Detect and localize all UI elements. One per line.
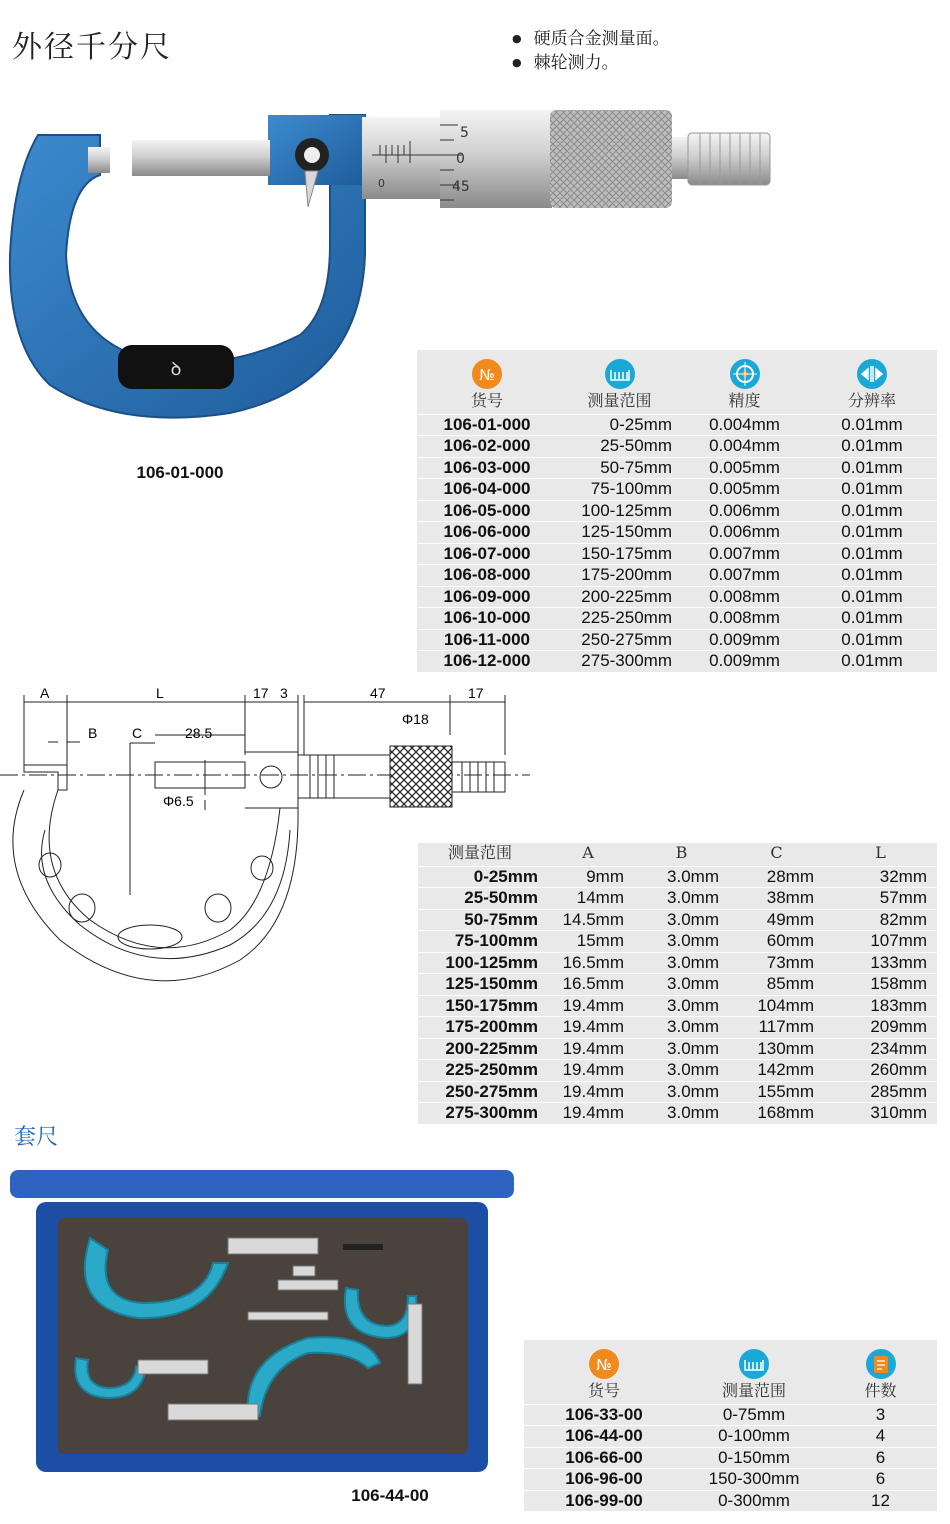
scale-label: 0 xyxy=(378,177,385,190)
table-cell: 0.01mm xyxy=(807,543,937,565)
table-row xyxy=(417,608,937,630)
table-cell: 0.01mm xyxy=(807,565,937,587)
header-cell: C xyxy=(770,843,783,862)
header-cell: L xyxy=(875,843,886,862)
table-cell: 73mm xyxy=(729,952,824,974)
table-cell: 106-04-000 xyxy=(417,479,557,501)
table-cell: 3.0mm xyxy=(634,974,729,996)
table-cell: 0-300mm xyxy=(684,1490,824,1511)
table-cell: 106-11-000 xyxy=(417,629,557,651)
dim-label: L xyxy=(156,685,164,701)
table-cell: 3.0mm xyxy=(634,1081,729,1103)
table-cell: 16.5mm xyxy=(542,974,634,996)
table-cell: 125-150mm xyxy=(557,522,682,544)
table-row xyxy=(524,1490,937,1511)
table-cell: 3.0mm xyxy=(634,995,729,1017)
header-cell: 测量范围 xyxy=(684,1340,824,1404)
table-cell: 0.01mm xyxy=(807,457,937,479)
table-cell: 285mm xyxy=(824,1081,937,1103)
table-cell: 4 xyxy=(824,1426,937,1448)
table-cell: 0.01mm xyxy=(807,586,937,608)
table-cell: 0.007mm xyxy=(682,565,807,587)
dim-label: C xyxy=(132,725,143,741)
table-cell: 16.5mm xyxy=(542,952,634,974)
table-cell: 0.006mm xyxy=(682,522,807,544)
table-row xyxy=(524,1469,937,1491)
header-cell: A xyxy=(582,843,594,862)
precision-icon xyxy=(727,358,763,390)
table-cell: 106-08-000 xyxy=(417,565,557,587)
spindle xyxy=(132,140,270,176)
table-cell: 12 xyxy=(824,1490,937,1511)
table-cell: 38mm xyxy=(729,888,824,910)
table-cell: 25-50mm xyxy=(557,436,682,458)
table-cell: 19.4mm xyxy=(542,1038,634,1060)
table-cell: 0.01mm xyxy=(807,608,937,630)
table-cell: 0-100mm xyxy=(684,1426,824,1448)
table-row xyxy=(524,1447,937,1469)
table-cell: 200-225mm xyxy=(557,586,682,608)
table-cell: 130mm xyxy=(729,1038,824,1060)
header-cell: 件数 xyxy=(824,1340,937,1404)
table-cell: 106-06-000 xyxy=(417,522,557,544)
table-cell: 150-175mm xyxy=(557,543,682,565)
table-cell: 14.5mm xyxy=(542,909,634,931)
table-row xyxy=(418,909,937,931)
table-cell: 106-03-000 xyxy=(417,457,557,479)
scale-label: 5 xyxy=(460,125,469,141)
table-row xyxy=(418,1081,937,1103)
scale-label: 45 xyxy=(452,179,470,195)
table-cell: 168mm xyxy=(729,1103,824,1124)
table-cell: 225-250mm xyxy=(557,608,682,630)
table-cell: 3.0mm xyxy=(634,952,729,974)
dim-label: B xyxy=(88,725,98,741)
table-cell: 106-05-000 xyxy=(417,500,557,522)
table-row xyxy=(417,457,937,479)
table-cell: 6 xyxy=(824,1469,937,1491)
table-cell: 6 xyxy=(824,1447,937,1469)
table-cell: 100-125mm xyxy=(418,952,542,974)
table-cell: 275-300mm xyxy=(557,651,682,672)
dim-label: 47 xyxy=(370,685,386,701)
table-cell: 32mm xyxy=(824,866,937,888)
table-cell: 3 xyxy=(824,1404,937,1426)
svg-text:№: № xyxy=(479,366,495,384)
table-cell: 3.0mm xyxy=(634,909,729,931)
table-row xyxy=(418,974,937,996)
table-cell: 3.0mm xyxy=(634,1103,729,1124)
count-icon xyxy=(863,1348,899,1380)
table-cell: 0.009mm xyxy=(682,629,807,651)
page-title: 外径千分尺 xyxy=(12,30,172,65)
dim-label: Φ6.5 xyxy=(163,793,194,809)
table-cell: 0.008mm xyxy=(682,608,807,630)
table-cell: 50-75mm xyxy=(557,457,682,479)
logo-mark: ꝺ xyxy=(170,359,182,380)
table-cell: 106-99-00 xyxy=(524,1490,684,1511)
table-cell: 106-44-00 xyxy=(524,1426,684,1448)
dim-label: A xyxy=(40,685,50,701)
table-row xyxy=(418,931,937,953)
table-cell: 0-25mm xyxy=(418,866,542,888)
table-row xyxy=(417,629,937,651)
table-row xyxy=(417,500,937,522)
table-cell: 0.005mm xyxy=(682,479,807,501)
table-cell: 0-25mm xyxy=(557,414,682,436)
table-cell: 0.008mm xyxy=(682,586,807,608)
table-row xyxy=(417,543,937,565)
table-row xyxy=(418,866,937,888)
table-cell: 3.0mm xyxy=(634,888,729,910)
table-cell: 158mm xyxy=(824,974,937,996)
svg-text:№: № xyxy=(596,1356,612,1374)
table-cell: 250-275mm xyxy=(557,629,682,651)
table-row xyxy=(417,651,937,672)
set-table xyxy=(524,1340,937,1511)
table-row xyxy=(418,995,937,1017)
table-cell: 19.4mm xyxy=(542,995,634,1017)
table-cell: 50-75mm xyxy=(418,909,542,931)
table-cell: 14mm xyxy=(542,888,634,910)
sleeve xyxy=(362,117,442,199)
table-cell: 75-100mm xyxy=(418,931,542,953)
table-cell: 209mm xyxy=(824,1017,937,1039)
dim-label: Φ18 xyxy=(402,711,429,727)
table-row xyxy=(417,436,937,458)
table-cell: 106-09-000 xyxy=(417,586,557,608)
dim-label: 28.5 xyxy=(185,725,213,741)
table-cell: 155mm xyxy=(729,1081,824,1103)
range-icon xyxy=(736,1348,772,1380)
table-row xyxy=(524,1426,937,1448)
table-cell: 150-175mm xyxy=(418,995,542,1017)
header-cell: B xyxy=(675,843,688,862)
table-cell: 0.01mm xyxy=(807,500,937,522)
header-cell: 精度 xyxy=(682,350,807,414)
table-row xyxy=(524,1404,937,1426)
table-cell: 150-300mm xyxy=(684,1469,824,1491)
range-icon xyxy=(602,358,638,390)
table-cell: 3.0mm xyxy=(634,1060,729,1082)
dimension-table xyxy=(418,843,937,1124)
table-cell: 106-12-000 xyxy=(417,651,557,672)
table-cell: 0.01mm xyxy=(807,436,937,458)
dim-label: 17 xyxy=(253,685,269,701)
table-cell: 250-275mm xyxy=(418,1081,542,1103)
table-row xyxy=(417,586,937,608)
table-cell: 106-33-00 xyxy=(524,1404,684,1426)
header-cell: 分辨率 xyxy=(807,350,937,414)
table-cell: 183mm xyxy=(824,995,937,1017)
table-cell: 3.0mm xyxy=(634,1038,729,1060)
product-caption: 106-01-000 xyxy=(136,463,224,482)
table-cell: 3.0mm xyxy=(634,931,729,953)
table-cell: 225-250mm xyxy=(418,1060,542,1082)
table-cell: 85mm xyxy=(729,974,824,996)
table-cell: 142mm xyxy=(729,1060,824,1082)
number-icon xyxy=(469,358,505,390)
table-cell: 0.01mm xyxy=(807,479,937,501)
case-lid xyxy=(10,1170,514,1198)
table-cell: 0.01mm xyxy=(807,629,937,651)
table-row xyxy=(418,1038,937,1060)
table-cell: 57mm xyxy=(824,888,937,910)
spec-table xyxy=(417,350,937,672)
table-cell: 49mm xyxy=(729,909,824,931)
table-cell: 200-225mm xyxy=(418,1038,542,1060)
table-cell: 19.4mm xyxy=(542,1060,634,1082)
table-cell: 0.006mm xyxy=(682,500,807,522)
scale-label: 0 xyxy=(456,151,465,167)
table-cell: 9mm xyxy=(542,866,634,888)
table-cell: 0.01mm xyxy=(807,522,937,544)
header-cell: 测量范围 xyxy=(557,350,682,414)
table-cell: 106-96-00 xyxy=(524,1469,684,1491)
table-cell: 0.007mm xyxy=(682,543,807,565)
table-cell: 3.0mm xyxy=(634,866,729,888)
table-cell: 117mm xyxy=(729,1017,824,1039)
table-cell: 0.005mm xyxy=(682,457,807,479)
table-cell: 28mm xyxy=(729,866,824,888)
table-cell: 82mm xyxy=(824,909,937,931)
table-row xyxy=(418,1060,937,1082)
table-cell: 107mm xyxy=(824,931,937,953)
dim-label: 3 xyxy=(280,685,288,701)
header-cell: № 货号 xyxy=(417,350,557,414)
table-cell: 100-125mm xyxy=(557,500,682,522)
table-cell: 19.4mm xyxy=(542,1103,634,1124)
table-cell: 19.4mm xyxy=(542,1017,634,1039)
feature-bullet: ● 棘轮测力。 xyxy=(512,48,619,73)
table-row xyxy=(418,1103,937,1124)
table-cell: 175-200mm xyxy=(418,1017,542,1039)
table-cell: 106-66-00 xyxy=(524,1447,684,1469)
section-title: 套尺 xyxy=(14,1125,59,1150)
table-row xyxy=(417,414,937,436)
table-cell: 125-150mm xyxy=(418,974,542,996)
table-cell: 0.009mm xyxy=(682,651,807,672)
table-cell: 310mm xyxy=(824,1103,937,1124)
set-case-photo xyxy=(8,1168,518,1480)
anvil xyxy=(88,147,110,173)
table-cell: 25-50mm xyxy=(418,888,542,910)
header-cell: 测量范围 xyxy=(447,843,512,862)
table-row xyxy=(418,1017,937,1039)
table-cell: 133mm xyxy=(824,952,937,974)
table-cell: 0-75mm xyxy=(684,1404,824,1426)
lock-lever xyxy=(305,171,318,207)
table-cell: 175-200mm xyxy=(557,565,682,587)
table-cell: 234mm xyxy=(824,1038,937,1060)
table-cell: 0.01mm xyxy=(807,414,937,436)
table-cell: 0-150mm xyxy=(684,1447,824,1469)
table-cell: 0.01mm xyxy=(807,651,937,672)
number-icon xyxy=(586,1348,622,1380)
table-cell: 0.004mm xyxy=(682,414,807,436)
table-row xyxy=(417,565,937,587)
table-cell: 60mm xyxy=(729,931,824,953)
table-cell: 75-100mm xyxy=(557,479,682,501)
table-cell: 260mm xyxy=(824,1060,937,1082)
table-cell: 19.4mm xyxy=(542,1081,634,1103)
feature-bullet: ● 硬质合金测量面。 xyxy=(512,24,670,49)
table-cell: 104mm xyxy=(729,995,824,1017)
table-cell: 275-300mm xyxy=(418,1103,542,1124)
table-row xyxy=(418,888,937,910)
header-cell: № 货号 xyxy=(524,1340,684,1404)
dim-label: 17 xyxy=(468,685,484,701)
table-row xyxy=(417,479,937,501)
table-cell: 106-01-000 xyxy=(417,414,557,436)
table-cell: 3.0mm xyxy=(634,1017,729,1039)
table-cell: 0.004mm xyxy=(682,436,807,458)
table-row xyxy=(418,952,937,974)
table-cell: 15mm xyxy=(542,931,634,953)
table-cell: 106-07-000 xyxy=(417,543,557,565)
set-caption: 106-44-00 xyxy=(351,1486,429,1505)
table-cell: 106-10-000 xyxy=(417,608,557,630)
resolution-icon xyxy=(854,358,890,390)
table-row xyxy=(417,522,937,544)
table-cell: 106-02-000 xyxy=(417,436,557,458)
knurled-grip xyxy=(550,110,672,208)
